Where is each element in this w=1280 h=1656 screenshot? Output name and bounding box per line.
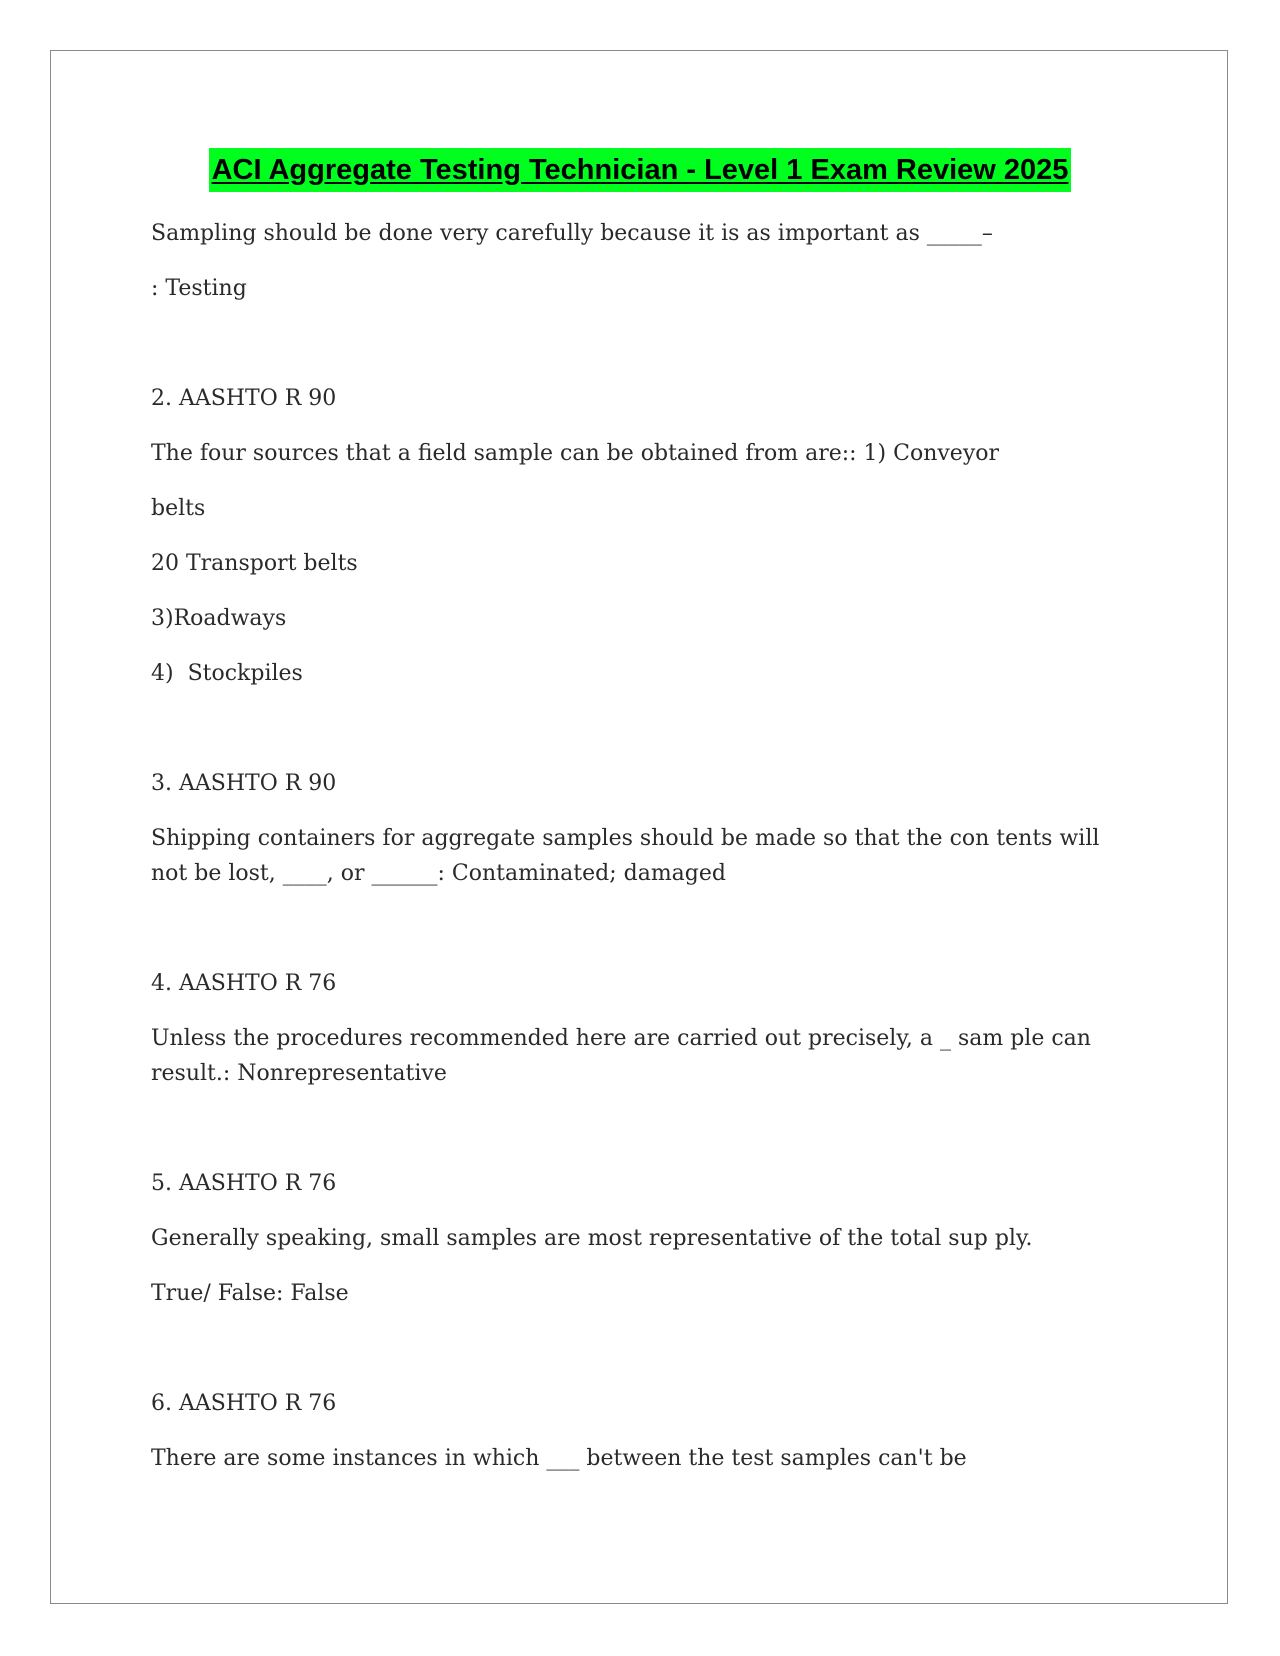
q5-line: True/ False: False [151,1281,349,1306]
q2-line: 3)Roadways [151,606,287,631]
q2-heading: 2. AASHTO R 90 [151,386,337,411]
q2-line: The four sources that a field sample can be obtained from are:: 1) Conveyor [151,441,1000,466]
q5-line: Generally speaking, small samples are most representative of the total sup ply. [151,1226,1033,1251]
q5-heading: 5. AASHTO R 76 [151,1171,337,1196]
q3-line: not be lost, ____, or ______: Contaminated; damaged [151,861,726,886]
q2-line: 4) Stockpiles [151,661,303,686]
q4-heading: 4. AASHTO R 76 [151,971,337,996]
q2-line: belts [151,496,206,521]
q2-line: 20 Transport belts [151,551,358,576]
q6-heading: 6. AASHTO R 76 [151,1391,337,1416]
q3-heading: 3. AASHTO R 90 [151,771,337,796]
q4-line: Unless the procedures recommended here are carried out precisely, a _ sam ple can [151,1026,1091,1051]
title-block [0,148,1280,192]
q3-line: Shipping containers for aggregate samples should be made so that the con tents will [151,826,1100,851]
q6-line: There are some instances in which ___ between the test samples can't be [151,1446,967,1471]
q1-question: Sampling should be done very carefully because it is as important as _____– [151,221,993,246]
document-title: ACI Aggregate Testing Technician - Level 1 Exam Review 2025 [209,148,1072,192]
q4-line: result.: Nonrepresentative [151,1061,447,1086]
q1-answer: : Testing [151,276,247,301]
